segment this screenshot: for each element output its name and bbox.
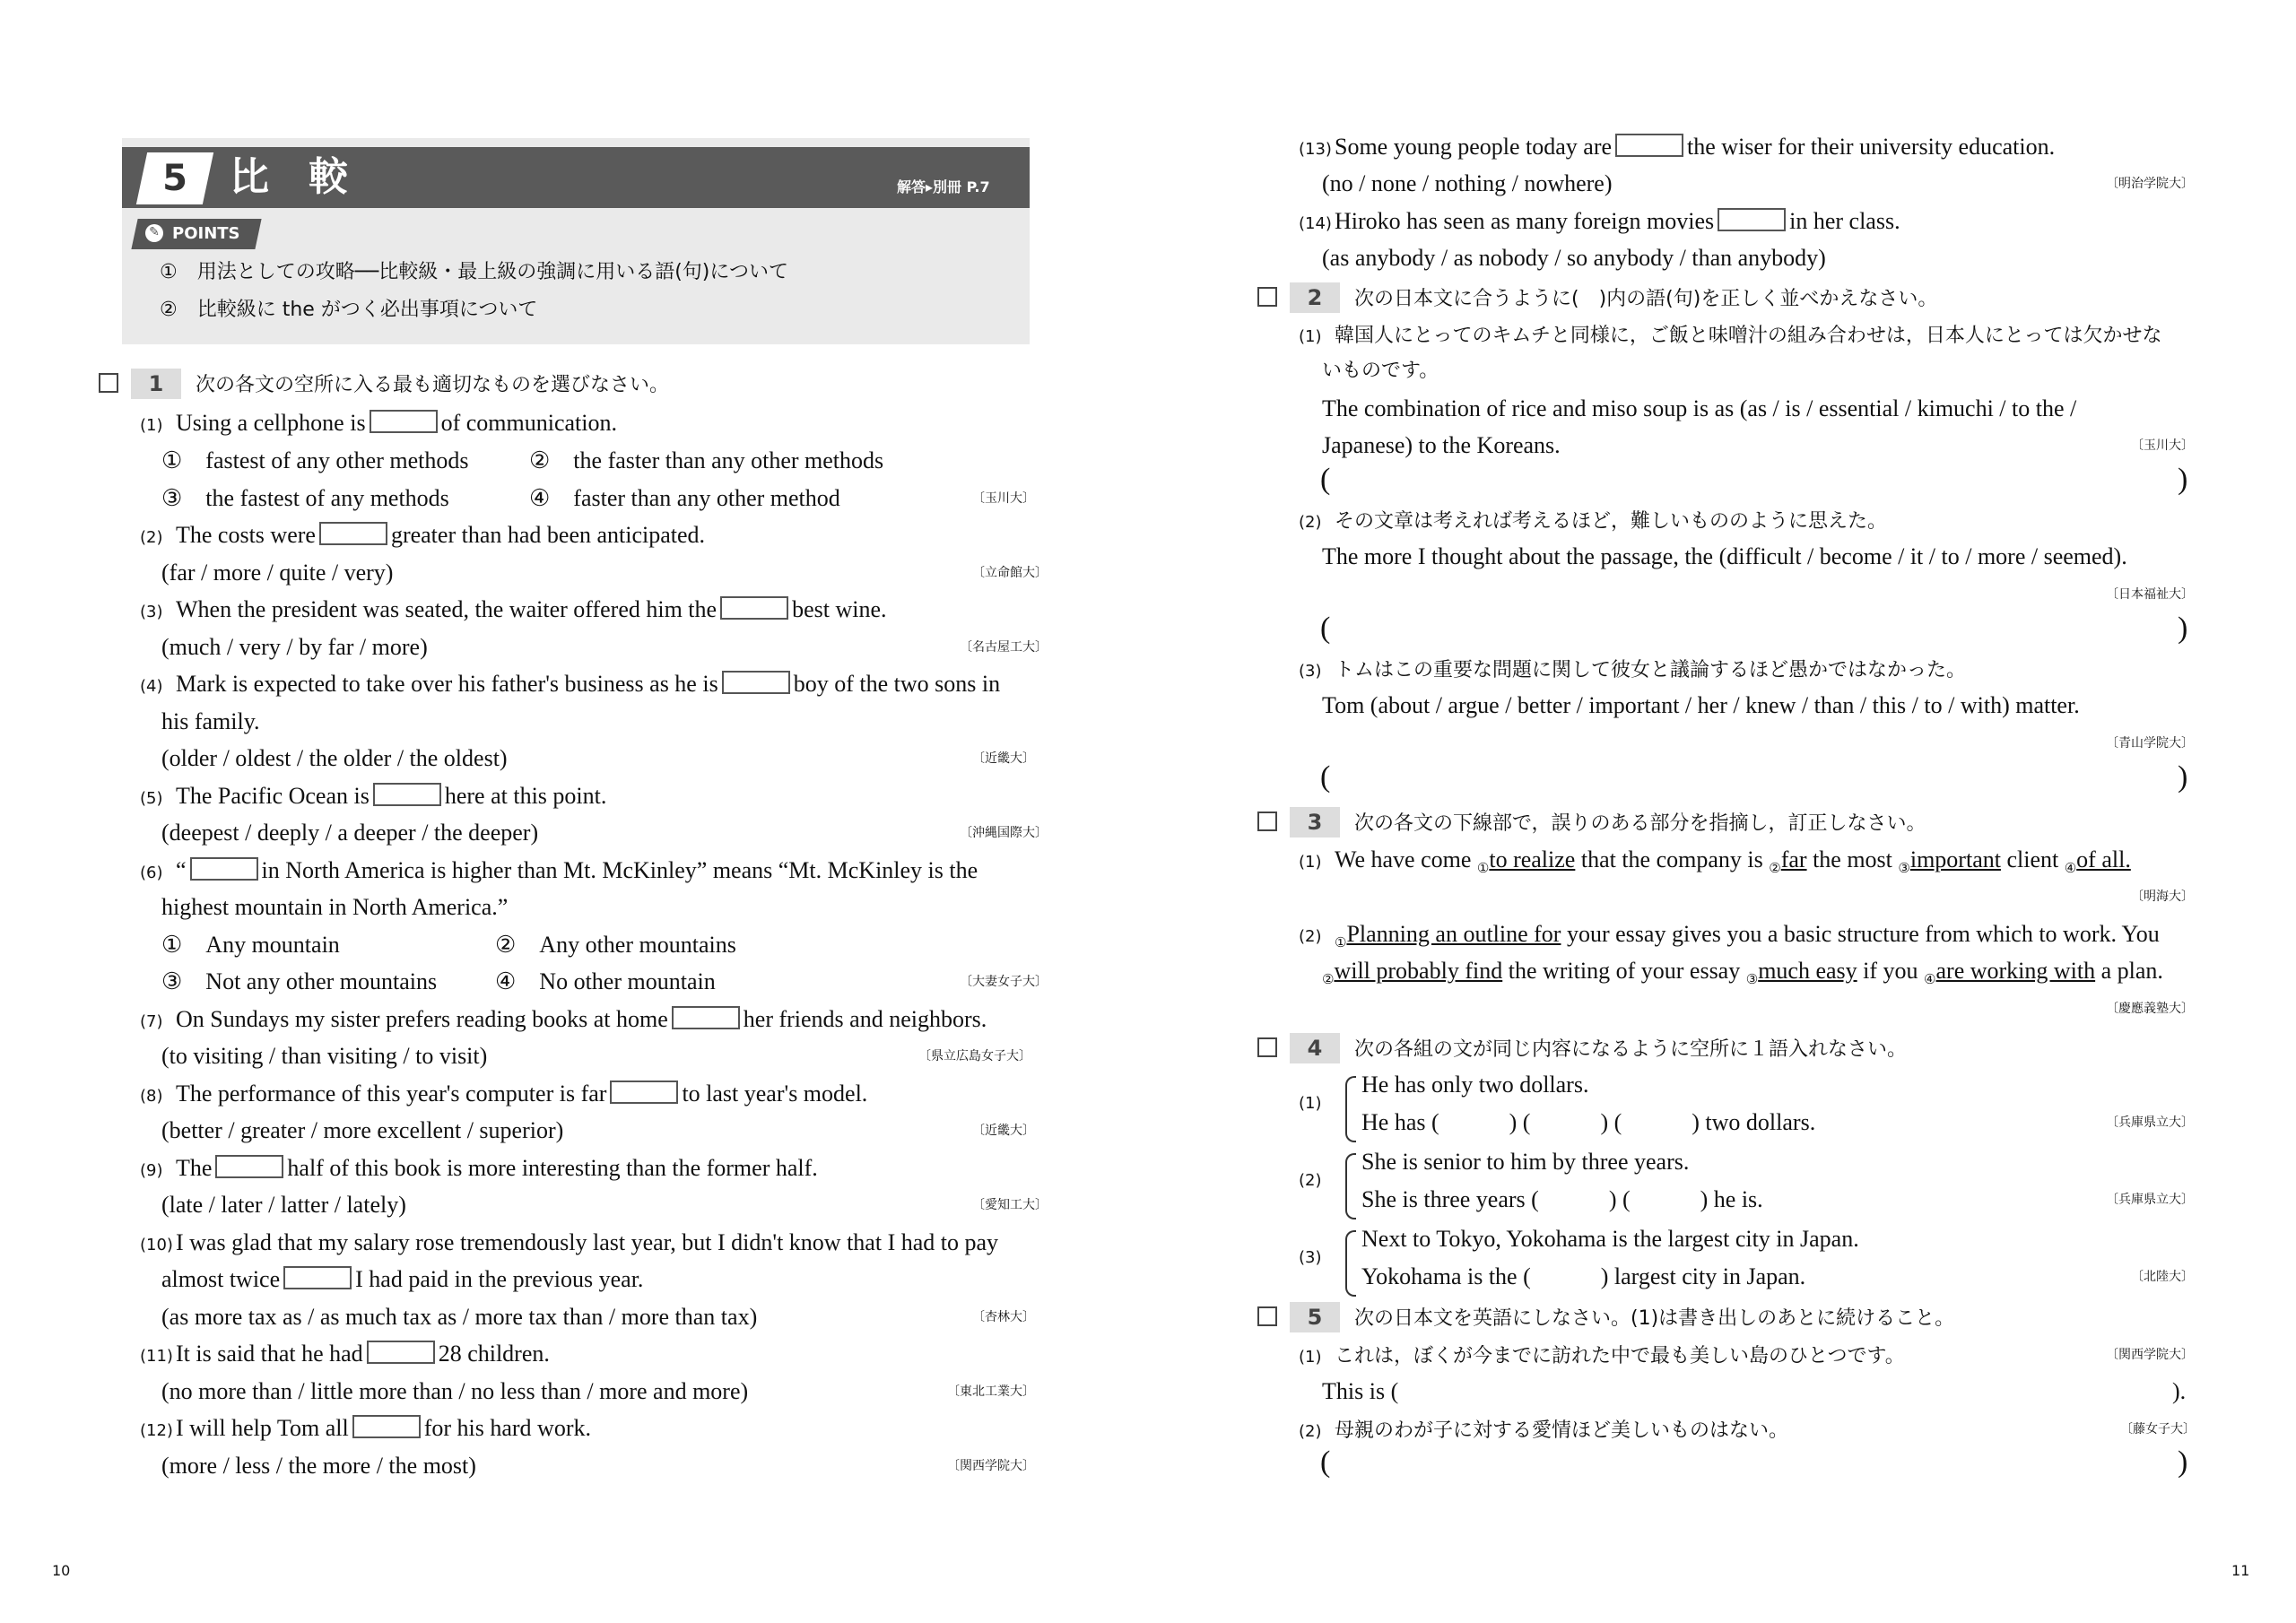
points-label: POINTS [172,224,240,243]
section-5-heading [1257,1302,1954,1334]
option: ④ No other mountain [495,968,716,994]
section-number: 3 [1290,807,1340,838]
answer-blank[interactable] [610,1081,678,1104]
source-label: 〔慶應義塾大〕 [2106,1002,2194,1016]
checkbox[interactable] [1257,1037,1277,1057]
section-number: 5 [1290,1302,1340,1332]
question-7: (7) On Sundays my sister prefers reading books at home her friends and neighbors. [140,1006,987,1032]
option: ③ the fastest of any methods [161,485,449,511]
answer-blank[interactable] [367,1341,435,1364]
answer-blank[interactable] [319,522,387,545]
answer-open-paren: ( [1320,760,1331,794]
question-3-1: (1) We have come $_①$to realize that the company is $_②$far the most $_③$important client $_④$of all. [1299,846,2131,876]
answer-blank[interactable] [722,671,790,694]
source-label: 〔関西学院大〕 [2106,1348,2194,1362]
question-3: (3) When the president was seated, the waiter offered him the best wine. [140,596,887,622]
underlined-part[interactable]: are working with [1935,958,2096,984]
section-instruction: 次の各文の下線部で，誤りのある部分を指摘し，訂正しなさい。 [1354,812,1926,835]
answer-blank[interactable] [352,1415,421,1438]
choices: (late / later / latter / lately) [161,1192,406,1218]
section-number: 2 [1290,282,1340,313]
source-label: 〔玉川大〕 [972,491,1035,506]
choices: (no more than / little more than / no less than / more and more) [161,1378,749,1404]
question-3-2: (2) $_①$Planning an outline for your essay gives you a basic structure from which to work. You [1299,921,2160,950]
answer-close-paren: ) [2178,760,2188,794]
source-label: 〔明治学院大〕 [2106,177,2194,191]
choices: (far / more / quite / very) [161,560,394,586]
question-2: (2) The costs were greater than had been anticipated. [140,522,706,548]
source-label: 〔近畿大〕 [972,1124,1035,1138]
choices: (as anybody / as nobody / so anybody / than anybody) [1322,245,1826,271]
source-label: 〔杏林大〕 [972,1310,1035,1324]
underlined-part[interactable]: Planning an outline for [1346,921,1561,947]
source-label: 〔北陸大〕 [2131,1270,2194,1284]
source-label: 〔兵庫県立大〕 [2106,1193,2194,1207]
section-instruction: 次の日本文を英語にしなさい。(1)は書き出しのあとに続けること。 [1354,1307,1955,1330]
option: ④ faster than any other method [529,485,840,511]
question-9: (9) The half of this book is more interesting than the former half. [140,1155,818,1181]
checkbox[interactable] [1257,287,1277,307]
section-2-heading [1257,282,1937,315]
source-label: 〔近畿大〕 [972,751,1035,766]
underlined-part[interactable]: important [1909,846,2001,872]
page-number-right: 11 [2231,1562,2250,1579]
question-4: (4) Mark is expected to take over his father's business as he is boy of the two sons in [140,671,1001,697]
section-instruction: 次の日本文に合うように( )内の語(句)を正しく並べかえなさい。 [1354,288,1938,310]
question-12: (12) I will help Tom all for his hard work. [140,1415,591,1441]
underlined-part[interactable]: much easy [1758,958,1857,984]
page-number-left: 10 [52,1562,71,1579]
question-5: (5) The Pacific Ocean is here at this point. [140,783,607,809]
question-1: (1) Using a cellphone is of communication. [140,410,617,436]
source-label: 〔愛知工大〕 [972,1198,1048,1212]
section-instruction: 次の各文の空所に入る最も適切なものを選びなさい。 [196,374,670,396]
underlined-part[interactable]: will probably find [1334,958,1503,984]
section-number: 4 [1290,1033,1340,1063]
option: ② the faster than any other methods [529,447,884,473]
point-2: ② 比較級に the がつく必出事項について [160,299,538,321]
question-8: (8) The performance of this year's computer is far to last year's model. [140,1081,868,1107]
source-label: 〔関西学院大〕 [947,1459,1035,1473]
source-label: 〔県立広島女子大〕 [918,1049,1031,1063]
option: ① fastest of any other methods [161,447,469,473]
question-10: (10) I was glad that my salary rose tremendously last year, but I didn't know that I had to pay [140,1229,999,1255]
source-label: 〔大妻女子大〕 [960,975,1048,989]
question-11: (11) It is said that he had 28 children. [140,1341,550,1367]
answer-start: This is ( [1322,1378,1399,1404]
answer-close-paren: ) [2178,612,2188,645]
pencil-icon: ✎ [145,224,163,242]
source-label: 〔藤女子大〕 [2120,1422,2196,1436]
choices: (deepest / deeply / a deeper / the deeper) [161,820,539,846]
answer-blank[interactable] [373,783,441,806]
choices: (older / oldest / the older / the oldest) [161,745,508,771]
section-1-heading [99,369,669,401]
option: ③ Not any other mountains [161,968,438,994]
section-instruction: 次の各組の文が同じ内容になるように空所に１語入れなさい。 [1354,1038,1908,1061]
source-label: 〔明海大〕 [2131,890,2194,904]
section-4-heading [1257,1033,1907,1065]
question-6: (6) “ in North America is higher than Mt. McKinley” means “Mt. McKinley is the [140,857,978,883]
choices: (no / none / nothing / nowhere) [1322,170,1613,196]
answer-blank[interactable] [1718,208,1786,231]
source-label: 〔沖縄国際大〕 [960,826,1048,840]
checkbox[interactable] [1257,1306,1277,1326]
section-number: 1 [131,369,181,399]
brace [1345,1076,1356,1142]
question-13: (13) Some young people today are the wiser for their university education. [1299,134,2056,160]
point-1: ① 用法としての攻略──比較級・最上級の強調に用いる語(句)について [160,261,788,283]
checkbox[interactable] [99,373,118,393]
answer-blank[interactable] [720,596,788,620]
choices: (more / less / the more / the most) [161,1453,476,1479]
source-label: 〔日本福祉大〕 [2106,587,2194,602]
unit-title: 比 較 [230,154,348,200]
answer-open-paren: ( [1320,463,1331,496]
choices: (much / very / by far / more) [161,634,428,660]
answer-close-paren: ) [2178,1445,2188,1479]
brace [1345,1230,1356,1297]
question-14: (14) Hiroko has seen as many foreign movies in her class. [1299,208,1900,234]
answer-blank[interactable] [283,1266,352,1289]
answer-end: ). [2172,1378,2187,1404]
source-label: 〔青山学院大〕 [2106,736,2194,751]
brace [1345,1153,1356,1219]
choices: (as more tax as / as much tax as / more tax than / more than tax) [161,1304,758,1330]
section-3-heading [1257,807,1926,839]
answer-blank[interactable] [370,410,438,433]
answer-blank[interactable] [190,857,258,881]
choices: (better / greater / more excellent / superior) [161,1117,564,1143]
answer-open-paren: ( [1320,612,1331,645]
source-label: 〔兵庫県立大〕 [2106,1115,2194,1130]
option: ① Any mountain [161,932,340,958]
option: ② Any other mountains [495,932,736,958]
underlined-part[interactable]: of all. [2076,846,2131,872]
answer-reference: 解答▸別冊 P.7 [897,178,990,195]
underlined-part[interactable]: far [1780,846,1807,872]
answer-blank[interactable] [215,1155,283,1178]
answer-blank[interactable] [1615,134,1683,157]
source-label: 〔立命館大〕 [972,566,1048,580]
answer-open-paren: ( [1320,1445,1331,1479]
source-label: 〔名古屋工大〕 [960,640,1048,655]
answer-close-paren: ) [2178,463,2188,496]
source-label: 〔東北工業大〕 [947,1384,1035,1399]
unit-number: 5 [162,158,187,199]
source-label: 〔玉川大〕 [2131,438,2194,453]
underlined-part[interactable]: to realize [1489,846,1576,872]
answer-blank[interactable] [672,1006,740,1029]
checkbox[interactable] [1257,812,1277,831]
choices: (to visiting / than visiting / to visit) [161,1043,488,1069]
